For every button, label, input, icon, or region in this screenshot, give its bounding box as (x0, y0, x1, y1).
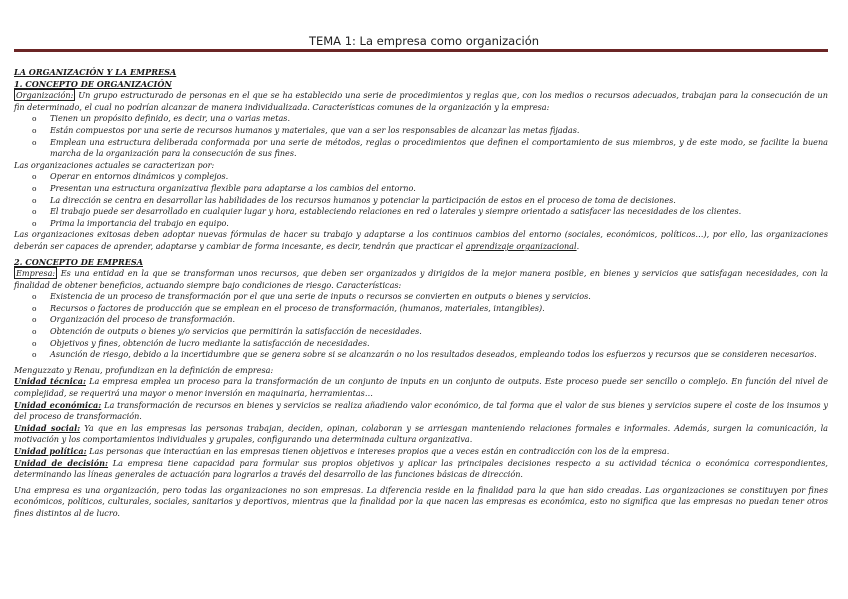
term-empresa: Empresa: (16, 268, 56, 279)
empresa-definition-text: Es una entidad en la que se transforman unos recursos, que deben ser organizados y dirigidos de la mejor manera posible, en bienes y servicios que satisfagan necesidades, con la finalidad de obtener beneficios, actuando siempre bajo condiciones de riesgo. Características: (14, 268, 828, 290)
list-item: o Objetivos y fines, obtención de lucro mediante la satisfacción de necesidades. (50, 338, 828, 350)
list-item: o El trabajo puede ser desarrollado en cualquier lugar y hora, estableciendo relaciones en red o laterales y siempre orientado a satisfacer las necesidades de los clientes. (50, 206, 828, 218)
unit-text: Las personas que interactúan en las empresas tienen objetivos e intereses propios que a veces están en contradicción con los de la empresa. (86, 446, 670, 456)
list-item: o Presentan una estructura organizativa flexible para adaptarse a los cambios del entorno. (50, 183, 828, 195)
list-item: o La dirección se centra en desarrollar las habilidades de los recursos humanos y potenciar la participación de estos en el proceso de toma de decisiones. (50, 195, 828, 207)
unit-paragraph (14, 376, 828, 399)
list-item: o Organización del proceso de transformación. (50, 314, 828, 326)
closing-end: . (576, 240, 580, 251)
list-item: o Prima la importancia del trabajo en equipo. (50, 218, 828, 230)
unit-text: La transformación de recursos en bienes y servicios se realiza añadiendo valor económico, de tal forma que el valor de sus bienes y servicios supere el coste de los insumos y del proceso de transformación. (14, 399, 828, 422)
organizacion-definition-text: Un grupo estructurado de personas en el que se ha establecido una serie de procedimientos y reglas que, con los medios o recursos adecuados, trabajan para la consecución de un fin determinado, el cual no podrían alcanzar de manera individualizada. Características comunes de la organización y la empresa: (14, 90, 828, 112)
organizations-closing (14, 229, 828, 252)
page-header: TEMA 1: La empresa como organización (308, 34, 540, 48)
term-organizacion: Organización: (16, 90, 74, 101)
organizacion-definition (14, 90, 828, 113)
unit-label: Unidad social: (14, 422, 81, 433)
document-body (14, 67, 828, 520)
empresa-definition (14, 268, 828, 291)
organization-characteristics-list (14, 113, 828, 159)
unit-label: Unidad política: (14, 446, 87, 456)
list-item: o Operar en entornos dinámicos y complejos. (50, 171, 828, 183)
unit-text: Ya que en las empresas las personas trabajan, deciden, opinan, colaboran y se arriesgan manteniendo relaciones formales e informales. Además, surgen la comunicación, la motivación y los comportamientos individuales y grupales, configurando una determinada cultura organizativa. (14, 422, 828, 445)
main-heading: LA ORGANIZACIÓN Y LA EMPRESA (14, 67, 177, 77)
unit-paragraph (14, 400, 828, 423)
list-item: o Recursos o factores de producción que se emplean en el proceso de transformación, (humanos, materiales, intangibles). (50, 303, 828, 315)
unit-label: Unidad técnica: (14, 376, 86, 387)
unit-text: La empresa tiene capacidad para formular sus propios objetivos y aplicar las principales decisiones respecto a su actividad técnica o económica correspondientes, determinando las líneas generales de actuación para lograrlos a través del desarrollo de las funciones básicas de dirección. (14, 457, 828, 480)
aprendizaje-organizacional-link[interactable]: aprendizaje organizacional (465, 240, 577, 251)
list-item: o Obtención de outputs o bienes y/o servicios que permitirán la satisfacción de necesidades. (50, 326, 828, 338)
header-rule (14, 49, 828, 52)
list-item: o Emplean una estructura deliberada conformada por una serie de métodos, reglas o procedimientos que definen el comportamiento de sus miembros, y de este modo, se facilite la buena marcha de la organización para la consecución de sus fines. (50, 137, 828, 160)
unit-label: Unidad de decisión: (14, 457, 109, 468)
section-2-heading: 2. CONCEPTO DE EMPRESA (14, 256, 143, 267)
unit-paragraph (14, 458, 828, 481)
unit-paragraph (14, 446, 828, 458)
current-organizations-intro: Las organizaciones actuales se caracterizan por: (14, 159, 215, 170)
list-item: o Existencia de un proceso de transformación por el que una serie de inputs o recursos se convierten en outputs o bienes y servicios. (50, 291, 828, 303)
list-item: o Están compuestos por una serie de recursos humanos y materiales, que van a ser los responsables de alcanzar las metas fijadas. (50, 125, 828, 137)
authors-intro: Menguzzato y Renau, profundizan en la definición de empresa: (14, 364, 274, 375)
unit-paragraph (14, 423, 828, 446)
unit-text: La empresa emplea un proceso para la transformación de un conjunto de inputs en un conjunto de outputs. Este proceso puede ser sencillo o complejo. En función del nivel de complejidad, se requerirá una mayor o menor inversión en maquinaria, herramientas… (14, 376, 828, 399)
unit-label: Unidad económica: (14, 399, 102, 410)
final-paragraph: Una empresa es una organización, pero todas las organizaciones no son empresas. La diferencia reside en la finalidad para la que han sido creadas. Las organizaciones se constituyen por fines económicos, políticos, culturales, sociales, sanitarios y deportivos, mientras que la finalidad por la que nacen las empresas es económica, esto no significa que las empresas no puedan tener otros fines distintos al de lucro. (14, 484, 828, 518)
empresa-characteristics-list (14, 291, 828, 361)
list-item: o Asunción de riesgo, debido a la incertidumbre que se genera sobre si se alcanzarán o no los resultados deseados, empleando todos los esfuerzos y recursos que se consideren necesarios. (50, 349, 828, 361)
list-item: o Tienen un propósito definido, es decir, una o varias metas. (50, 113, 828, 125)
section-1-heading: 1. CONCEPTO DE ORGANIZACIÓN (14, 78, 172, 89)
current-organizations-list (14, 171, 828, 229)
closing-text: Las organizaciones exitosas deben adoptar nuevas fórmulas de hacer su trabajo y adaptarse a los continuos cambios del entorno (sociales, económicos, políticos…), por ello, las organizaciones deberán ser capaces de aprender, adaptarse y cambiar de forma incesante, es decir, tendrán que practicar el (14, 229, 828, 251)
